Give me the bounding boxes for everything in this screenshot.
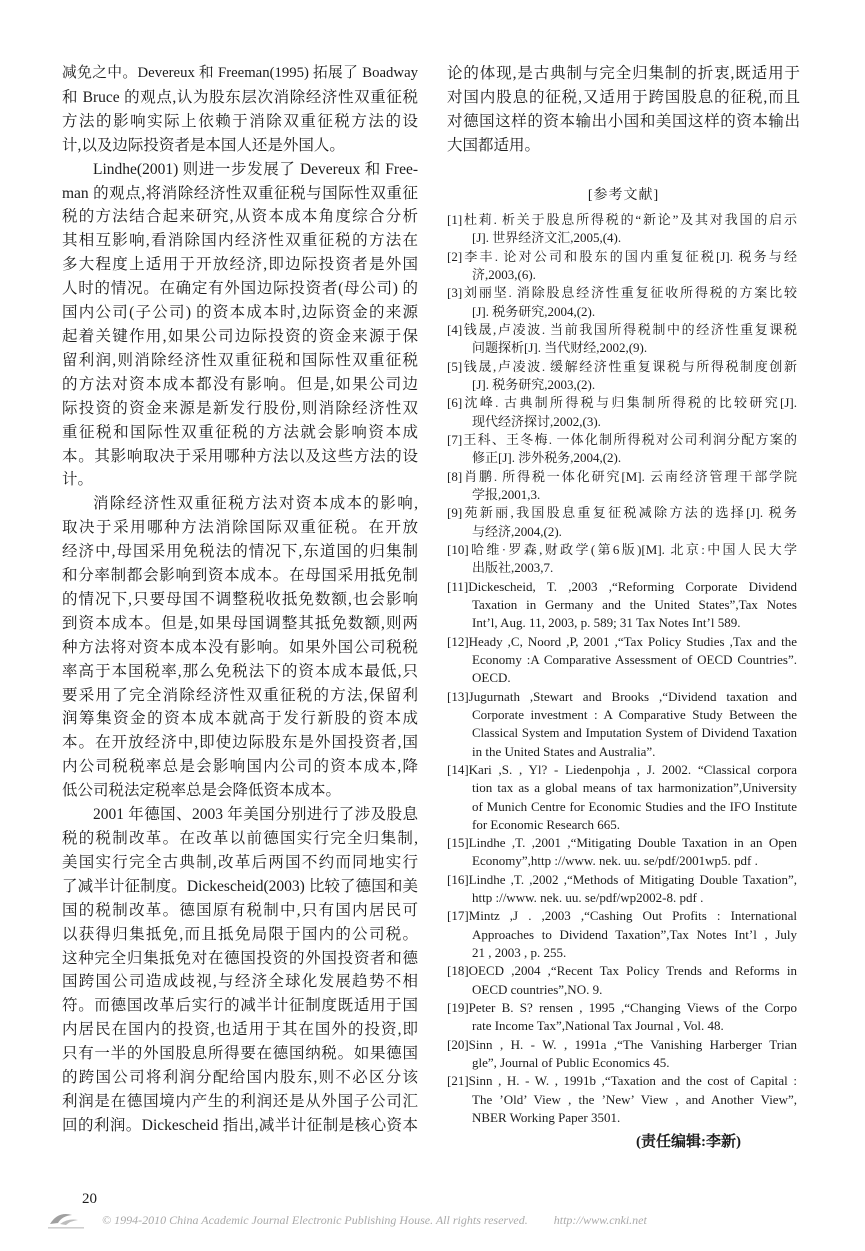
reference-number: [19] (447, 1000, 469, 1016)
reference-line: Corporate investment : A Comparative Study Between the (472, 706, 797, 722)
text-line: Lindhe(2001) 则进一步发展了 Devereux 和 Free- (93, 160, 418, 178)
reference-line (447, 688, 797, 706)
text-line: 只有一半的外国股息所得要在德国纳税。如果德国 (62, 1045, 418, 1063)
reference-text: Peter B. S? rensen , 1995 ,“Changing Views of the Corpo (468, 1000, 797, 1016)
reference-line: 问题探析[J]. 当代财经,2002,(9). (472, 340, 648, 356)
reference-line (447, 468, 797, 486)
reference-line (447, 907, 797, 925)
text-line: 国的税制改革。德国原有税制中,只有国内居民可 (62, 901, 418, 919)
reference-number: [12] (447, 633, 469, 649)
text-line: 起着关键作用,如果公司边际投资的资金来源于保 (62, 327, 418, 345)
reference-item (447, 633, 797, 688)
text-line: 本。在开放经济中,即使边际股东是外国投资者,国 (62, 734, 418, 752)
reference-line: [J]. 税务研究,2003,(2). (472, 376, 596, 392)
reference-line: Classical System and Imputation System of Dividend Taxation (472, 726, 797, 741)
reference-text: 沈峰. 古典制所得税与归集制所得税的比较研究[J]. (462, 395, 797, 411)
text-line: 方法的影响实际上依赖于消除双重征税方法的设 (62, 112, 418, 130)
text-line: man 的观点,将消除经济性双重征税与国际性双重征 (62, 184, 418, 202)
text-line: 税的方法结合起来研究,从资本成本角度综合分析 (62, 208, 418, 226)
reference-text: Lindhe ,T. ,2002 ,“Methods of Mitigating Double Taxation”, (468, 871, 797, 887)
reference-item (447, 761, 797, 834)
reference-line (447, 871, 797, 889)
text-line: 种方法将对资本成本没有影响。如果外国公司税税 (62, 638, 418, 656)
reference-line: OECD. (472, 670, 511, 686)
reference-item (447, 688, 797, 761)
reference-line: 出版社,2003,7. (472, 560, 554, 576)
reference-text: 钱晟,卢凌波. 当前我国所得税制中的经济性重复课税 (462, 321, 797, 337)
text-line: 大国都适用。 (447, 136, 541, 154)
footer (44, 1208, 824, 1232)
text-line: 重征税和国际性双重征税的方法就会影响资本成 (62, 423, 418, 441)
reference-line (447, 962, 797, 980)
text-line: 对德国这样的资本输出小国和美国这样的资本输出 (447, 112, 800, 130)
reference-line: 学报,2001,3. (472, 486, 541, 502)
reference-line: gle”, Journal of Public Economics 45. (472, 1055, 670, 1071)
reference-number: [7] (447, 431, 463, 447)
reference-text: Heady ,C, Noord ,P, 2001 ,“Tax Policy Studies ,Tax and the (468, 633, 797, 649)
text-line: 本。其影响取决于采用哪种方法以及这些方法的设 (62, 447, 418, 465)
footer-url: http://www.cnki.net (553, 1212, 647, 1227)
reference-text: 苑新丽,我国股息重复征税减除方法的选择[J]. 税务 (462, 505, 797, 521)
copyright-text: © 1994-2010 China Academic Journal Electronic Publishing House. All rights reserved. (102, 1212, 528, 1227)
text-line: 国内公司(子公司) 的资本成本时,边际资金的来源 (62, 304, 418, 322)
text-line: 论的体现,是古典制与完全归集制的折衷,既适用于 (447, 65, 800, 82)
reference-line (447, 211, 797, 229)
text-line: 美国实行完全古典制,改革后两国不约而同地实行 (62, 853, 418, 871)
body-paragraph (62, 158, 418, 493)
reference-text: Dickescheid, T. ,2003 ,“Reforming Corporate Dividend (468, 578, 797, 594)
reference-item (447, 211, 797, 248)
reference-number: [3] (447, 285, 463, 301)
text-line: 润筹集资金的资本成本就高于发行新股的资本成 (62, 710, 418, 728)
reference-number: [6] (447, 395, 463, 411)
reference-item (447, 284, 797, 321)
text-line: 的方法对资本成本都没有影响。但是,如果公司边 (62, 375, 418, 393)
reference-text: 钱晟,卢凌波. 缓解经济性重复课税与所得税制度创新 (462, 358, 797, 374)
text-line: 2001 年德国、2003 年美国分别进行了涉及股息 (93, 806, 418, 824)
reference-line (447, 578, 797, 596)
reference-item (447, 504, 797, 541)
reference-number: [15] (447, 835, 469, 851)
text-line: 率高于本国税率,那么免税法下的资本成本最低,只 (62, 662, 418, 680)
reference-line (447, 1036, 797, 1054)
text-line: 其相互影响,看消除国内经济性双重征税的方法在 (62, 232, 418, 250)
reference-line (447, 834, 797, 852)
reference-number: [9] (447, 505, 463, 521)
reference-line: rate Income Tax”,National Tax Journal , Vol. 48. (472, 1018, 724, 1034)
text-line: 这种完全归集抵免对在德国投资的外国投资者和德 (62, 949, 418, 967)
reference-line (447, 321, 797, 339)
reference-text: OECD ,2004 ,“Recent Tax Policy Trends and Reforms in (468, 963, 797, 979)
reference-number: [5] (447, 358, 463, 374)
reference-number: [10] (447, 541, 469, 557)
reference-line (447, 761, 797, 779)
references-heading: [参考文献] (587, 188, 660, 203)
body-paragraph (62, 803, 418, 1138)
page-number: 20 (82, 1191, 97, 1207)
text-line: 际投资的资金来源是新发行股份,则消除经济性双 (62, 399, 418, 417)
reference-line: Approaches to Dividend Taxation”,Tax Notes Int’l , July (472, 926, 797, 942)
reference-item (447, 962, 797, 999)
reference-line: for Economic Research 665. (472, 816, 621, 832)
reference-text: 刘丽坚. 消除股息经济性重复征收所得税的方案比较 (462, 285, 797, 301)
reference-line: OECD countries”,NO. 9. (472, 981, 603, 997)
reference-item (447, 431, 797, 468)
text-line: 留利润,则消除经济性双重征税和国际性双重征税 (62, 351, 418, 369)
body-paragraph (447, 62, 800, 158)
reference-number: [2] (447, 248, 463, 264)
reference-line (447, 999, 797, 1017)
text-line: 经济中,母国采用免税法的情况下,东道国的归集制 (62, 543, 418, 561)
text-line: 符。而德国改革后实行的减半计征制度既适用于国 (62, 997, 418, 1015)
text-line: 以获得归集抵免,而且抵免局限于国内的公司税。 (62, 925, 418, 943)
reference-number: [16] (447, 871, 469, 887)
reference-line (447, 431, 797, 449)
text-line: 多大程度上适用于开放经济,即边际投资者是外国 (62, 256, 418, 274)
reference-number: [14] (447, 761, 469, 777)
reference-text: Jugurnath ,Stewart and Brooks ,“Dividend taxation and (468, 688, 797, 704)
reference-line (447, 358, 797, 376)
reference-number: [1] (447, 212, 463, 227)
reference-line: NBER Working Paper 3501. (472, 1110, 621, 1126)
reference-line (447, 394, 797, 412)
references-list (447, 211, 797, 1127)
reference-text: 李丰. 论对公司和股东的国内重复征税[J]. 税务与经 (462, 248, 797, 264)
reference-item (447, 468, 797, 505)
reference-line: 济,2003,(6). (472, 266, 536, 282)
text-line: 人时的情况。在确定有外国边际投资者(母公司) 的 (62, 280, 418, 298)
reference-line: Taxation in Germany and the United States”,Tax Notes (472, 596, 797, 612)
reference-line: Economy”,http ://www. nek. uu. se/pdf/2001wp5. pdf . (472, 853, 758, 869)
reference-item (447, 358, 797, 395)
reference-line (447, 541, 797, 559)
text-line: 国跨国公司造成歧视,与经济全球化发展趋势不相 (62, 973, 418, 991)
reference-text: Sinn , H. - W. , 1991a ,“The Vanishing Harberger Trian (468, 1036, 797, 1052)
reference-item (447, 248, 797, 285)
reference-text: 哈维·罗森,财政学(第6版)[M]. 北京:中国人民大学 (468, 541, 797, 557)
reference-line: Int’l, Aug. 11, 2003, p. 589; 31 Tax Notes Int’l 589. (472, 615, 741, 631)
text-line: 计。 (62, 471, 94, 489)
text-line: 低公司税法定税率总是会降低资本成本。 (62, 782, 342, 800)
body-paragraph (62, 492, 418, 803)
reference-line: [J]. 世界经济文汇,2005,(4). (472, 230, 622, 246)
reference-text: Mintz ,J . ,2003 ,“Cashing Out Profits : International (468, 908, 797, 924)
text-line: 内公司税税率总是会影响国内公司的资本成本,降 (62, 758, 418, 776)
reference-line: The ’Old’ View , the ’New’ View , and Another View”, (472, 1091, 797, 1107)
body-paragraph (62, 62, 418, 158)
text-line: 取决于采用哪种方法消除国际双重征税。在开放 (62, 519, 418, 537)
right-column-body (447, 62, 800, 158)
reference-number: [8] (447, 468, 463, 484)
reference-number: [18] (447, 963, 469, 979)
reference-number: [17] (447, 908, 469, 924)
reference-line (447, 248, 797, 266)
reference-item (447, 321, 797, 358)
reference-item (447, 541, 797, 578)
reference-item (447, 999, 797, 1036)
text-line: 的情况下,只要母国不调整税收抵免数额,也会影响 (62, 590, 418, 608)
reference-line: in the United States and Australia”. (472, 743, 656, 759)
text-line: 和分率制都会影响到资本成本。在母国采用抵免制 (62, 567, 418, 585)
reference-text: 杜莉. 析关于股息所得税的“新论”及其对我国的启示 (462, 212, 797, 227)
reference-text: Kari ,S. , Yl? - Liedenpohja , J. 2002. “Classical corpora (468, 761, 797, 777)
text-line: 到资本成本。但是,如果母国调整其抵免数额,则两 (62, 614, 418, 632)
reference-item (447, 394, 797, 431)
reference-item (447, 578, 797, 633)
reference-line: 现代经济探讨,2002,(3). (472, 413, 601, 429)
reference-item (447, 834, 797, 871)
reference-text: Sinn , H. - W. , 1991b ,“Taxation and the cost of Capital : (468, 1073, 797, 1089)
text-line: 和 Bruce 的观点,认为股东层次消除经济性双重征税 (62, 88, 418, 106)
cnki-logo-icon (44, 1209, 88, 1231)
reference-number: [11] (447, 578, 469, 594)
reference-item (447, 907, 797, 962)
reference-line (447, 1072, 797, 1090)
text-line: 计,以及边际投资者是本国人还是外国人。 (62, 136, 345, 154)
reference-line: http ://www. nek. uu. se/pdf/wp2002-8. pdf . (472, 890, 704, 906)
reference-line: tion tax as a global means of tax harmonization”,University (472, 780, 797, 796)
text-line: 要采用了完全消除经济性双重征税的方法,保留利 (62, 686, 418, 704)
reference-number: [21] (447, 1073, 469, 1089)
text-line: 对国内股息的征税,又适用于跨国股息的征税,而且 (447, 88, 800, 106)
editor-note: (责任编辑:李新) (636, 1134, 741, 1150)
text-line: 消除经济性双重征税方法对资本成本的影响, (93, 495, 418, 513)
reference-item (447, 871, 797, 908)
reference-number: [13] (447, 688, 469, 704)
text-line: 利润是在德国境内产生的利润还是从外国子公司汇 (62, 1092, 418, 1110)
reference-text: 肖鹏. 所得税一体化研究[M]. 云南经济管理干部学院 (462, 468, 797, 484)
text-line: 内居民在国内的投资,也适用于其在国外的投资,即 (62, 1021, 418, 1039)
reference-line (447, 504, 797, 522)
reference-line: 21 , 2003 , p. 255. (472, 945, 567, 961)
reference-line: Economy :A Comparative Assessment of OECD Countries”. (472, 651, 797, 667)
reference-number: [20] (447, 1036, 469, 1052)
text-line: 了减半计征制度。Dickescheid(2003) 比较了德国和美 (62, 877, 418, 895)
reference-item (447, 1036, 797, 1073)
reference-line: 修正[J]. 涉外税务,2004,(2). (472, 450, 622, 466)
reference-line: 与经济,2004,(2). (472, 523, 562, 539)
reference-line: [J]. 税务研究,2004,(2). (472, 303, 596, 319)
reference-number: [4] (447, 321, 463, 337)
reference-item (447, 1072, 797, 1127)
text-line: 的跨国公司将利润分配给国内股东,则不必区分该 (62, 1069, 418, 1087)
reference-line (447, 284, 797, 302)
reference-text: Lindhe ,T. ,2001 ,“Mitigating Double Taxation in an Open (468, 835, 797, 851)
left-column (62, 62, 418, 1138)
reference-text: 王科、王冬梅. 一体化制所得税对公司利润分配方案的 (462, 431, 797, 447)
reference-line: of Munich Centre for Economic Studies and the IFO Institute (472, 798, 797, 814)
text-line: 税的税制改革。在改革以前德国实行完全归集制, (62, 830, 418, 847)
reference-line (447, 633, 797, 651)
text-line: 回的利润。Dickescheid 指出,减半计征制是核心资本 (62, 1116, 418, 1134)
text-line: 减免之中。Devereux 和 Freeman(1995) 拓展了 Boadway (62, 65, 418, 81)
